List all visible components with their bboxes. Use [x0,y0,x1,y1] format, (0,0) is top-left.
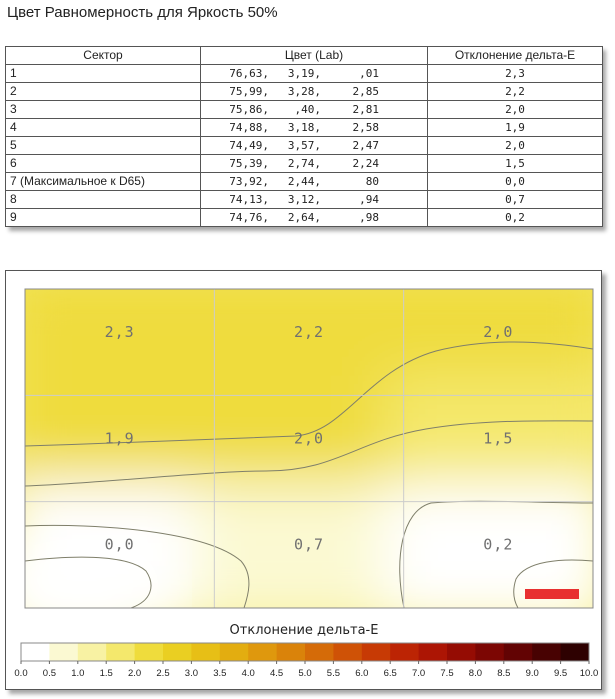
colorbar-tick-label: 8.0 [468,668,483,679]
colorbar-tick-label: 9.0 [525,668,539,679]
cell-value-label: 0,0 [104,535,135,554]
lab-L-value: 75,39, [229,157,269,170]
table-row [6,209,603,227]
colorbar-segment [21,643,50,661]
colorbar [21,643,590,661]
table-row [6,83,603,101]
colorbar-tick-label: 5.0 [298,668,312,679]
lab-cell [201,209,428,227]
lab-b-value: 2,24 [352,157,379,170]
colorbar-tick-label: 8.5 [497,668,511,679]
colorbar-segment [333,643,362,661]
color-table [5,46,602,227]
uniformity-chart [5,270,602,690]
colorbar-tick-label: 3.5 [213,668,227,679]
lab-a-value: 2,74, [287,157,321,170]
delta-e-cell: 0,2 [428,209,603,227]
header-delta-e: Отклонение дельта-E [428,47,603,65]
colorbar-tick-label: 2.5 [156,668,170,679]
colorbar-tick-label: 7.5 [440,668,454,679]
colorbar-tick-label: 6.5 [383,668,397,679]
lab-b-value: 2,85 [352,85,379,98]
colorbar-segment [106,643,135,661]
lab-L-value: 74,76, [229,211,269,224]
lab-a-value: ,40, [294,103,321,116]
table-row [6,119,603,137]
lab-cell [201,191,428,209]
colorbar-tick-label: 3.0 [184,668,199,679]
table-row [6,101,603,119]
page-title: Цвет Равномерность для Яркость 50% [7,4,278,21]
colorbar-segment [49,643,78,661]
sector-cell: 1 [6,65,201,83]
lab-b-value: ,01 [359,67,379,80]
header-sector: Сектор [6,47,201,65]
colorbar-tick-label: 4.0 [241,668,255,679]
lab-b-value: ,94 [359,193,379,206]
colorbar-tick-label: 0.5 [42,668,57,679]
colorbar-segment [475,643,504,661]
lab-cell [201,119,428,137]
colorbar-segment [220,643,249,661]
lab-a-value: 3,28, [287,85,321,98]
table-row [6,191,603,209]
colorbar-segment [504,643,533,661]
cell-value-label: 2,2 [293,323,325,341]
sector-cell: 6 [6,155,201,173]
cell-value-label: 1,9 [104,429,135,448]
colorbar-segment [561,643,590,661]
legend-mark [525,589,579,599]
sector-cell: 7 (Максимальное к D65) [6,173,201,191]
lab-L-value: 75,99, [229,85,269,98]
delta-e-cell: 0,0 [428,173,603,191]
lab-b-value: ,98 [359,211,379,224]
colorbar-segment [248,643,277,661]
delta-e-cell: 1,9 [428,119,603,137]
sector-cell: 8 [6,191,201,209]
lab-cell [201,155,428,173]
colorbar-tick-label: 2.0 [127,668,142,679]
table-header-row [6,47,603,65]
lab-b-value: 2,81 [352,103,379,116]
colorbar-segment [362,643,391,661]
table-row [6,173,603,191]
colorbar-tick-label: 4.5 [269,668,284,679]
lab-L-value: 75,86, [229,103,269,116]
colorbar-segment [191,643,220,661]
lab-a-value: 3,19, [287,67,321,80]
sector-cell: 2 [6,83,201,101]
cell-value-label: 0,7 [293,535,325,554]
delta-e-cell: 2,2 [428,83,603,101]
table-row [6,137,603,155]
lab-cell [201,83,428,101]
heatmap-cell [384,482,603,628]
lab-a-value: 3,12, [287,193,321,206]
lab-b-value: 80 [365,175,379,188]
colorbar-segment [163,643,192,661]
colorbar-segment [419,643,448,661]
table-row [6,155,603,173]
sector-cell: 9 [6,209,201,227]
colorbar-title: Отклонение дельта-E [229,623,379,638]
colorbar-segment [135,643,164,661]
delta-e-cell: 2,3 [428,65,603,83]
delta-e-cell: 2,0 [428,137,603,155]
lab-b-value: 2,58 [352,121,379,134]
lab-L-value: 76,63, [229,67,269,80]
lab-b-value: 2,47 [352,139,379,152]
colorbar-segment [277,643,306,661]
lab-L-value: 74,88, [229,121,269,134]
cell-value-label: 2,0 [483,323,514,341]
cell-value-label: 1,5 [483,429,514,448]
cell-value-label: 2,3 [104,323,135,341]
delta-e-cell: 0,7 [428,191,603,209]
lab-L-value: 74,49, [229,139,269,152]
lab-cell [201,65,428,83]
lab-L-value: 73,92, [229,175,269,188]
colorbar-segment [447,643,476,661]
sector-cell: 3 [6,101,201,119]
sector-cell: 5 [6,137,201,155]
colorbar-tick-label: 1.5 [99,668,113,679]
colorbar-tick-label: 9.5 [553,668,568,679]
lab-a-value: 2,44, [287,175,321,188]
colorbar-segment [390,643,419,661]
colorbar-segment [305,643,334,661]
colorbar-segment [532,643,561,661]
colorbar-segment [78,643,107,661]
cell-value-label: 0,2 [483,535,514,554]
lab-a-value: 3,18, [287,121,321,134]
cell-value-label: 2,0 [293,429,325,448]
table-row [6,65,603,83]
colorbar-tick-label: 5.5 [326,668,341,679]
colorbar-tick-label: 10.0 [579,668,599,679]
lab-cell [201,101,428,119]
lab-cell [201,137,428,155]
colorbar-tick-label: 0.0 [14,668,28,679]
colorbar-tick-label: 6.0 [355,668,369,679]
uniformity-heatmap [6,271,603,691]
colorbar-tick-label: 1.0 [71,668,85,679]
delta-e-cell: 1,5 [428,155,603,173]
lab-cell [201,173,428,191]
colorbar-tick-label: 7.0 [411,668,426,679]
header-color-lab: Цвет (Lab) [201,47,428,65]
lab-a-value: 2,64, [287,211,321,224]
lab-L-value: 74,13, [229,193,269,206]
lab-a-value: 3,57, [287,139,321,152]
delta-e-cell: 2,0 [428,101,603,119]
sector-cell: 4 [6,119,201,137]
